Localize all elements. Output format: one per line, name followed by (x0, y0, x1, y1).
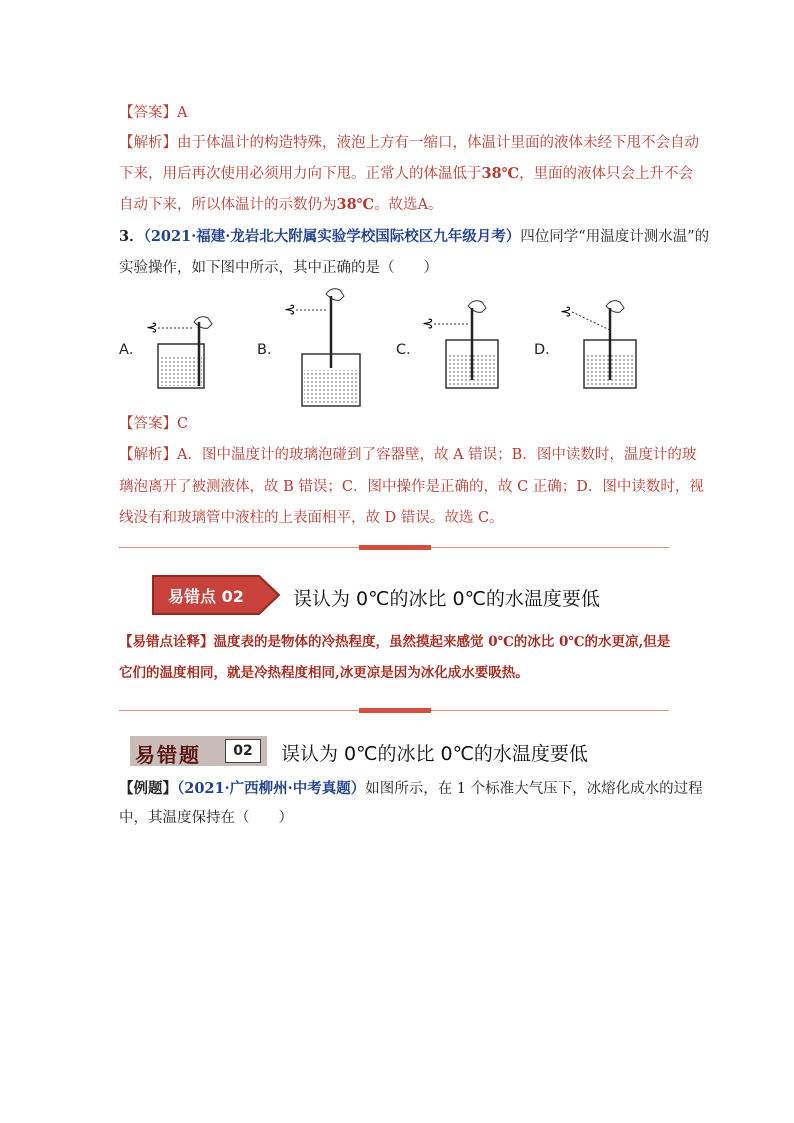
analysis-1-line-1 (119, 133, 699, 153)
question-3-line-2 (119, 258, 438, 278)
error-question-tag (130, 736, 267, 766)
answer-value: A (177, 105, 188, 121)
analysis-text: 自动下来，所以体温计的示数仍为 (119, 197, 337, 213)
temperature-value: 38℃ (336, 196, 375, 213)
answer-1 (119, 103, 187, 123)
option-c-label: C． (396, 342, 421, 358)
eye-icon: ⊰ (284, 302, 296, 318)
error-point-label: 易错点 02 (168, 587, 244, 606)
section-1-title: 误认为 0℃的冰比 0℃的水温度要低 (293, 588, 600, 610)
option-d-label: D． (534, 342, 560, 358)
analysis-2-line-3 (119, 508, 504, 528)
answer-label: 【答案】 (119, 416, 177, 432)
figure-a-thermometer-beaker (144, 300, 254, 392)
section-divider (119, 543, 669, 553)
example-label: 【例题】 (119, 780, 177, 797)
analysis-text: 下来，用后再次使用必须用力向下甩。正常人的体温低于 (119, 166, 482, 182)
analysis-text: 。故选 (374, 197, 418, 213)
temperature-value: 38℃ (481, 165, 520, 182)
analysis-label: 【解析】 (119, 447, 177, 463)
section-2-title: 误认为 0℃的冰比 0℃的水温度要低 (281, 743, 588, 765)
figure-d-thermometer-beaker (558, 298, 668, 393)
example-text: 中，其温度保持在（ ） (119, 810, 293, 826)
analysis-1-line-2 (119, 164, 693, 184)
explain-text: 它们的温度相同，就是冷热程度相同,冰更凉是因为冰化成水要吸热。 (119, 665, 529, 681)
question-text: 四位同学“用温度计测水温”的 (520, 229, 710, 245)
analysis-1-line-3 (119, 195, 443, 215)
question-source: （2021·福建·龙岩北大附属实验学校国际校区九年级月考） (143, 228, 521, 245)
example-line-1 (119, 779, 703, 799)
analysis-text: A．图中温度计的玻璃泡碰到了容器壁，故 A 错误；B．图中读数时，温度计的玻 (177, 447, 697, 463)
option-a-label: A． (119, 342, 144, 358)
analysis-text: 。 (428, 197, 443, 213)
option-b-label: B． (257, 342, 282, 358)
explain-text: 温度表的是物体的冷热程度，虽然摸起来感觉 0℃的冰比 0℃的水更凉,但是 (213, 634, 671, 650)
eye-icon: ⊰ (560, 304, 572, 320)
analysis-text: ，里面的液体只会上升不会 (519, 166, 694, 182)
answer-choice: A (417, 197, 429, 213)
answer-2 (119, 414, 188, 434)
section-divider (119, 706, 669, 716)
eye-icon: ⊰ (146, 320, 158, 336)
question-text: 实验操作，如下图中所示，其中正确的是（ ） (119, 260, 438, 276)
analysis-2-line-1 (119, 445, 696, 465)
figure-c-thermometer-beaker (420, 298, 530, 393)
answer-value: C (177, 416, 189, 432)
analysis-label: 【解析】 (119, 135, 177, 151)
explain-line-2 (119, 663, 529, 683)
answer-label: 【答案】 (119, 105, 177, 121)
analysis-2-line-2 (119, 477, 704, 497)
explain-label: 【易错点诠释】 (119, 634, 214, 650)
example-source: （2021·广西柳州·中考真题） (177, 780, 366, 797)
error-point-tag (151, 575, 281, 615)
analysis-text: 由于体温计的构造特殊，液泡上方有一缩口，体温计里面的液体未经下甩不会自动 (177, 135, 699, 151)
example-line-2 (119, 808, 293, 828)
question-number: 3． (119, 228, 144, 245)
question-3-line-1 (119, 227, 709, 247)
eye-icon: ⊰ (422, 316, 434, 332)
explain-line-1 (119, 632, 670, 652)
analysis-text: 璃泡离开了被测液体，故 B 错误；C．图中操作是正确的，故 C 正确；D．图中读数时，视 (119, 479, 704, 495)
figure-b-thermometer-beaker (282, 284, 392, 409)
example-text: 如图所示，在 1 个标准大气压下，冰熔化成水的过程 (365, 781, 703, 797)
error-question-label: 易错题 (135, 743, 201, 767)
error-question-number: 02 (225, 739, 261, 763)
analysis-text: 线没有和玻璃管中液柱的上表面相平，故 D 错误。故选 C。 (119, 510, 504, 526)
